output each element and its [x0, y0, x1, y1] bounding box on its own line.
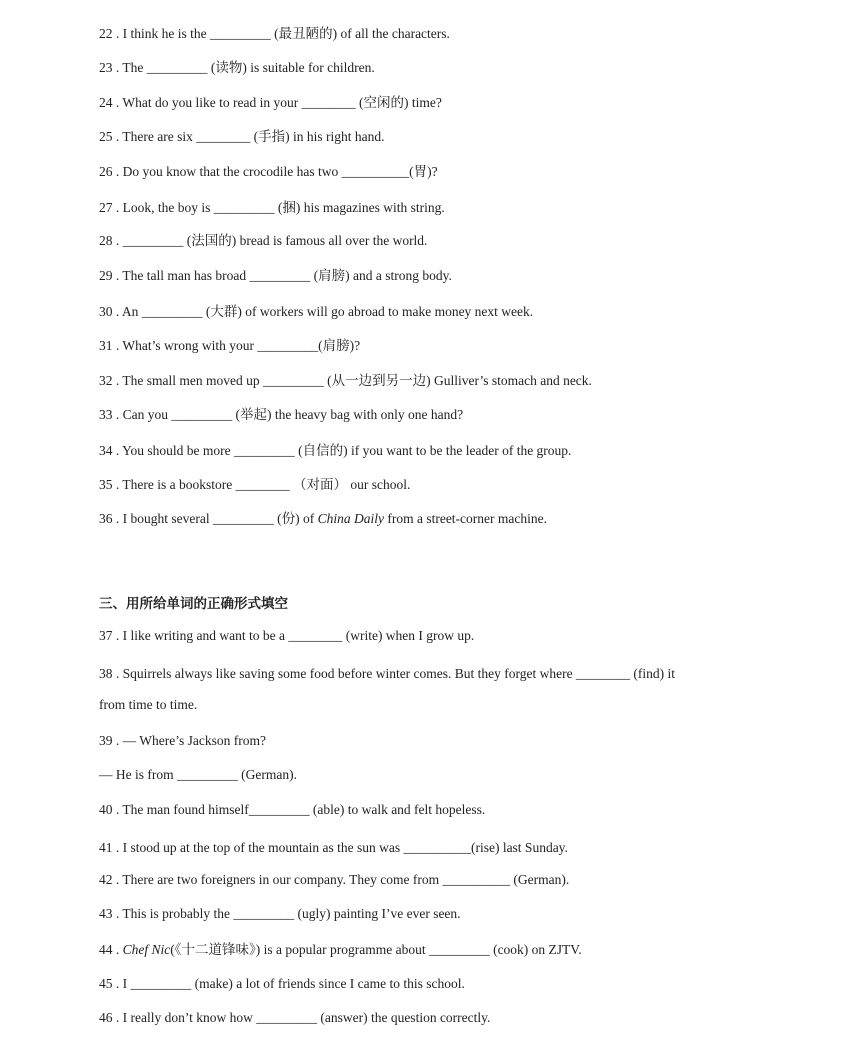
question-38-line-2: from time to time. [99, 697, 198, 712]
question-36 [99, 510, 547, 528]
question-37: 37 . I like writing and want to be a ________ (write) when I grow up. [99, 628, 475, 643]
question-26: 26 . Do you know that the crocodile has two __________(胃)? [99, 164, 438, 179]
question-39-answer: — He is from _________ (German). [99, 767, 297, 782]
question-45: 45 . I _________ (make) a lot of friends since I came to this school. [99, 976, 465, 991]
question-36-text-before: 36 . I bought several _________ (份) of [99, 511, 318, 526]
question-33: 33 . Can you _________ (举起) the heavy bag with only one hand? [99, 407, 464, 422]
question-27: 27 . Look, the boy is _________ (捆) his magazines with string. [99, 200, 445, 215]
question-44-number: 44 . [99, 942, 123, 957]
programme-title: Chef Nic [122, 942, 171, 957]
question-30: 30 . An _________ (大群) of workers will go abroad to make money next week. [99, 304, 534, 319]
section-heading: 三、用所给单词的正确形式填空 [99, 596, 288, 612]
question-35: 35 . There is a bookstore ________ （对面） our school. [99, 477, 411, 492]
question-31: 31 . What’s wrong with your _________(肩膀)? [99, 338, 361, 353]
question-43: 43 . This is probably the _________ (ugly) painting I’ve ever seen. [99, 906, 461, 921]
question-36-text-after: from a street-corner machine. [383, 511, 548, 526]
question-46: 46 . I really don’t know how _________ (answer) the question correctly. [99, 1010, 491, 1025]
question-41: 41 . I stood up at the top of the mountain as the sun was __________(rise) last Sunday. [99, 840, 568, 855]
question-32: 32 . The small men moved up _________ (从一边到另一边) Gulliver’s stomach and neck. [99, 373, 592, 388]
question-23: 23 . The _________ (读物) is suitable for children. [99, 60, 375, 75]
question-34: 34 . You should be more _________ (自信的) if you want to be the leader of the group. [99, 443, 572, 458]
question-38-line-1: 38 . Squirrels always like saving some food before winter comes. But they forget where ________ (find) it [99, 666, 675, 681]
question-40: 40 . The man found himself_________ (able) to walk and felt hopeless. [99, 802, 486, 817]
question-42: 42 . There are two foreigners in our company. They come from __________ (German). [99, 872, 570, 887]
question-24: 24 . What do you like to read in your ________ (空闲的) time? [99, 95, 442, 110]
question-25: 25 . There are six ________ (手指) in his right hand. [99, 129, 385, 144]
question-39-question: 39 . — Where’s Jackson from? [99, 733, 266, 748]
question-44 [99, 941, 582, 959]
newspaper-title: China Daily [317, 511, 384, 526]
question-28: 28 . _________ (法国的) bread is famous all over the world. [99, 233, 428, 248]
question-44-text: (《十二道锋味》) is a popular programme about _________ (cook) on ZJTV. [170, 942, 582, 957]
question-22: 22 . I think he is the _________ (最丑陋的) of all the characters. [99, 26, 450, 41]
question-29: 29 . The tall man has broad _________ (肩膀) and a strong body. [99, 268, 452, 283]
